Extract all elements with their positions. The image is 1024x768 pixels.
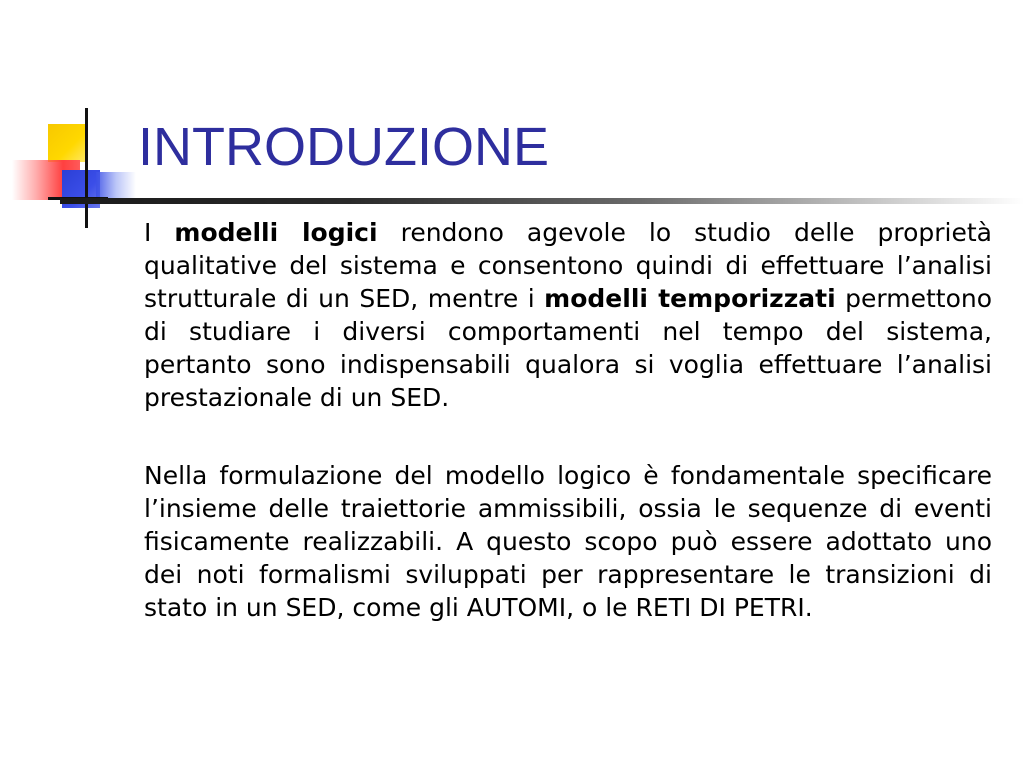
slide-title: INTRODUZIONE: [138, 117, 549, 177]
bold-term-modelli-temporizzati: modelli temporizzati: [544, 284, 836, 313]
paragraph-1: [144, 216, 992, 414]
title-underline-rule: [60, 198, 1024, 204]
logo-yellow-square: [48, 124, 86, 162]
logo-vertical-line: [85, 108, 88, 228]
paragraph-1-text-b: rendono agevole lo studio delle proprietà qualitative del sistema e consentono quindi di effettuare l’analisi strutturale di un SED, mentre i: [144, 218, 992, 313]
bold-term-modelli-logici: modelli logici: [174, 218, 378, 247]
paragraph-1-text-c: permettono di studiare i diversi comportamenti nel tempo del sistema, pertanto sono indispensabili qualora si voglia effettuare l’analisi prestazionale di un SED.: [144, 284, 993, 412]
slide-logo-icon: [0, 0, 160, 240]
paragraph-2: Nella formulazione del modello logico è fondamentale specificare l’insieme delle traiettorie ammissibili, ossia le sequenze di eventi fisicamente realizzabili. A questo scopo può essere adottato uno dei noti formalismi sviluppati per rappresentare le transizioni di stato in un SED, come gli AUTOMI, o le RETI DI PETRI.: [144, 461, 992, 622]
slide-body: [144, 216, 992, 624]
paragraph-1-text-a: I: [144, 218, 175, 247]
